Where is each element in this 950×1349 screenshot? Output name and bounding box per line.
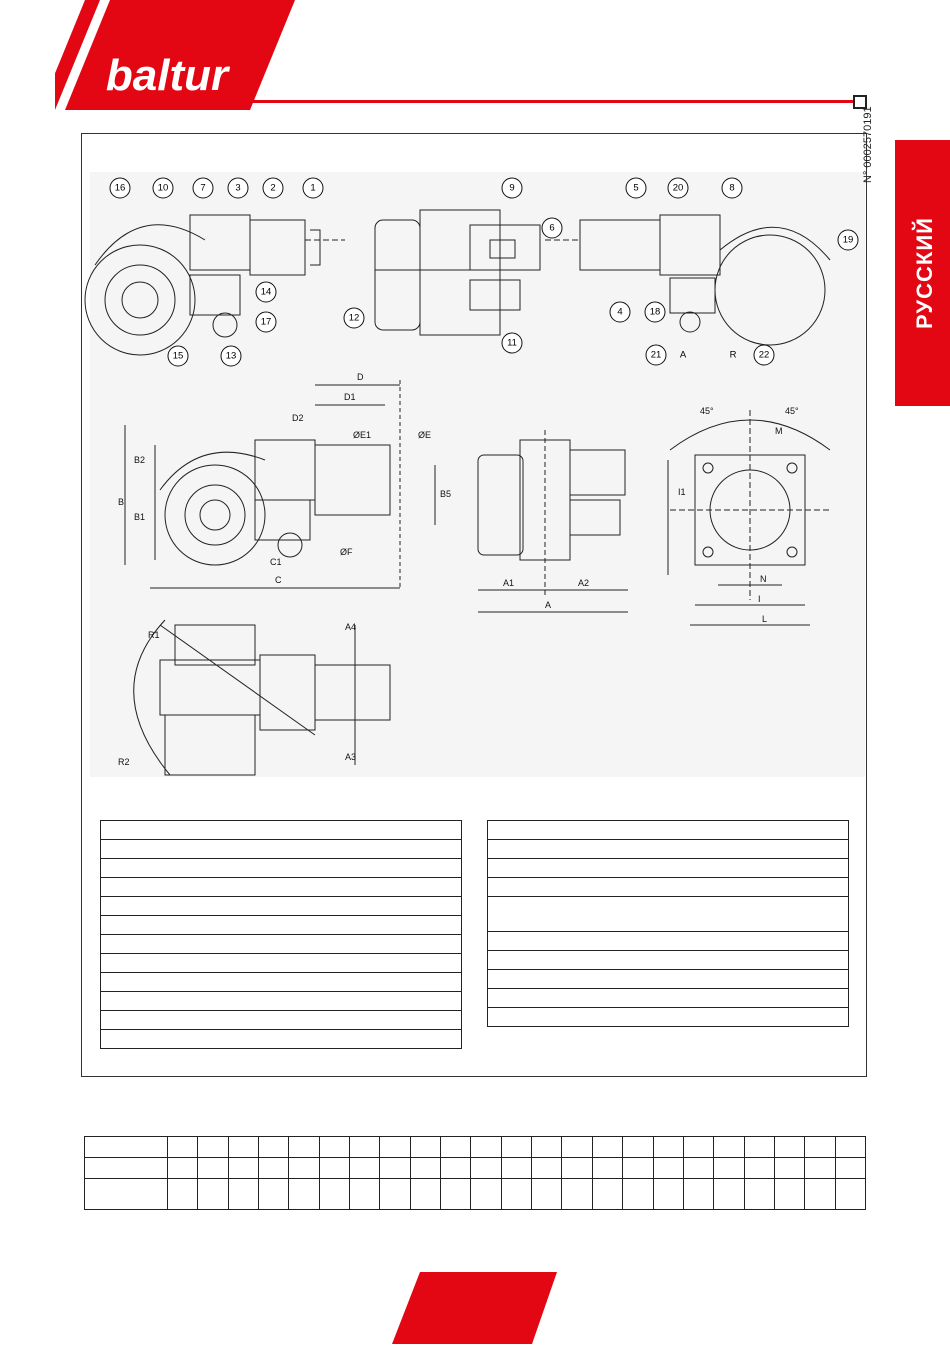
table-cell [101, 1011, 462, 1030]
table-cell [101, 992, 462, 1011]
letter-label-r: R [729, 349, 737, 361]
table-cell [289, 1137, 319, 1158]
dimension-label: I1 [678, 487, 686, 497]
dimension-label: M [775, 426, 783, 436]
table-row [101, 1030, 462, 1049]
table-cell [101, 973, 462, 992]
letter-label-a: A [679, 349, 687, 361]
table-row [101, 916, 462, 935]
dimension-label: B5 [440, 489, 452, 499]
table-cell [488, 821, 849, 840]
table-cell [714, 1137, 744, 1158]
table-cell [805, 1179, 835, 1210]
table-cell [168, 1158, 198, 1179]
table-cell [410, 1179, 440, 1210]
table-cell [653, 1179, 683, 1210]
svg-text:22: 22 [758, 349, 770, 361]
table-cell [380, 1179, 410, 1210]
callout-4 [610, 302, 630, 322]
table-cell [85, 1137, 168, 1158]
table-cell [488, 932, 849, 951]
table-cell [774, 1137, 804, 1158]
table-row [488, 821, 849, 840]
table-cell [228, 1158, 258, 1179]
page-tab [392, 1272, 557, 1344]
table-row [101, 973, 462, 992]
flange-template [668, 410, 830, 625]
table-cell [101, 821, 462, 840]
callout-21 [646, 345, 666, 365]
table-cell [774, 1179, 804, 1210]
dimension-label: D1 [344, 392, 356, 402]
table-cell [198, 1137, 228, 1158]
table-cell [228, 1179, 258, 1210]
table-cell [410, 1137, 440, 1158]
callout-2 [263, 178, 283, 198]
dimensions-table [84, 1136, 866, 1210]
table-row [488, 989, 849, 1008]
table-cell [101, 859, 462, 878]
table-row [101, 878, 462, 897]
table-cell [532, 1137, 562, 1158]
svg-text:6: 6 [549, 222, 555, 234]
burner-view-left [85, 215, 345, 355]
table-row [488, 878, 849, 897]
table-cell [101, 1030, 462, 1049]
svg-text:19: 19 [842, 234, 854, 246]
svg-text:17: 17 [260, 316, 272, 328]
table-cell [744, 1137, 774, 1158]
table-cell [683, 1158, 713, 1179]
svg-text:20: 20 [672, 182, 684, 194]
callout-8 [722, 178, 742, 198]
table-cell [441, 1179, 471, 1210]
table-row [488, 970, 849, 989]
svg-text:10: 10 [157, 182, 169, 194]
table-cell [683, 1137, 713, 1158]
table-cell [259, 1137, 289, 1158]
table-cell [623, 1158, 653, 1179]
dimension-label: A2 [578, 578, 590, 588]
table-row [101, 821, 462, 840]
dimension-label: B2 [134, 455, 146, 465]
table-cell [562, 1137, 592, 1158]
dimension-label: L [762, 614, 768, 624]
table-cell [501, 1137, 531, 1158]
svg-text:11: 11 [507, 337, 517, 349]
svg-text:2: 2 [270, 182, 276, 194]
table-cell [488, 859, 849, 878]
dimension-label: C1 [270, 557, 282, 567]
table-cell [488, 989, 849, 1008]
callout-7 [193, 178, 213, 198]
dimension-label: B [118, 497, 125, 507]
table-row [85, 1158, 866, 1179]
callout-14 [256, 282, 276, 302]
table-row [488, 897, 849, 932]
svg-text:4: 4 [617, 306, 623, 318]
table-cell [471, 1158, 501, 1179]
table-cell [623, 1137, 653, 1158]
table-cell [289, 1158, 319, 1179]
table-cell [488, 1008, 849, 1027]
callout-10 [153, 178, 173, 198]
callout-5 [626, 178, 646, 198]
table-cell [441, 1158, 471, 1179]
table-row [488, 859, 849, 878]
table-cell [101, 897, 462, 916]
language-tab-label: РУССКИЙ [912, 217, 937, 329]
table-row [488, 932, 849, 951]
table-cell [744, 1158, 774, 1179]
dimension-label: ØF [340, 547, 353, 557]
table-cell [319, 1179, 349, 1210]
table-cell [85, 1158, 168, 1179]
table-cell [592, 1158, 622, 1179]
table-cell [488, 970, 849, 989]
dimension-label: R2 [118, 757, 130, 767]
table-cell [653, 1137, 683, 1158]
dimension-label: ØE1 [353, 430, 372, 440]
dimension-label: A4 [345, 622, 357, 632]
dimension-label: D [357, 372, 364, 382]
burner-view-center [375, 210, 540, 335]
table-cell [471, 1137, 501, 1158]
document-number: N° 0002570191 [862, 106, 874, 183]
dimension-label: 45° [785, 406, 799, 416]
red-page-tab-icon [392, 1272, 557, 1344]
dimension-label: R1 [148, 630, 160, 640]
table-cell [380, 1158, 410, 1179]
callout-9 [502, 178, 522, 198]
callout-16 [110, 178, 130, 198]
dimension-label: ØE [418, 430, 432, 440]
callout-12 [344, 308, 364, 328]
table-row [101, 897, 462, 916]
table-cell [835, 1179, 865, 1210]
logo-text: baltur [105, 51, 229, 100]
callout-1 [303, 178, 323, 198]
table-cell [805, 1158, 835, 1179]
table-cell [805, 1137, 835, 1158]
table-cell [350, 1179, 380, 1210]
table-cell [168, 1179, 198, 1210]
table-cell [744, 1179, 774, 1210]
table-cell [835, 1158, 865, 1179]
table-row [101, 1011, 462, 1030]
svg-text:8: 8 [729, 182, 735, 194]
table-cell [101, 954, 462, 973]
callout-18 [645, 302, 665, 322]
table-row [101, 935, 462, 954]
table-cell [101, 935, 462, 954]
table-cell [714, 1158, 744, 1179]
table-cell [101, 878, 462, 897]
svg-text:7: 7 [200, 182, 206, 194]
table-cell [350, 1137, 380, 1158]
dimension-labels [118, 372, 799, 767]
svg-text:16: 16 [114, 182, 126, 194]
table-cell [488, 897, 849, 932]
table-row [101, 954, 462, 973]
table-cell [683, 1179, 713, 1210]
callout-13 [221, 346, 241, 366]
dimension-label: N [760, 574, 767, 584]
table-cell [410, 1158, 440, 1179]
table-cell [562, 1158, 592, 1179]
callouts [110, 178, 858, 366]
dimension-label: B1 [134, 512, 146, 522]
table-row [488, 951, 849, 970]
table-row [488, 1008, 849, 1027]
dimension-label: A3 [345, 752, 357, 762]
table-cell [101, 840, 462, 859]
table-cell [289, 1179, 319, 1210]
table-cell [835, 1137, 865, 1158]
table-cell [592, 1179, 622, 1210]
callout-20 [668, 178, 688, 198]
dimension-label: C [275, 575, 282, 585]
table-cell [532, 1158, 562, 1179]
dimension-label: 45° [700, 406, 714, 416]
svg-text:15: 15 [172, 350, 184, 362]
callout-17 [256, 312, 276, 332]
table-row [101, 840, 462, 859]
table-cell [350, 1158, 380, 1179]
table-cell [198, 1158, 228, 1179]
table-cell [488, 951, 849, 970]
table-cell [532, 1179, 562, 1210]
table-cell [198, 1179, 228, 1210]
callout-6 [542, 218, 562, 238]
table-cell [168, 1137, 198, 1158]
table-row [85, 1179, 866, 1210]
svg-text:1: 1 [310, 182, 316, 194]
table-cell [319, 1158, 349, 1179]
table-cell [101, 916, 462, 935]
left-parts-table [100, 820, 462, 1049]
table-cell [501, 1158, 531, 1179]
table-cell [259, 1179, 289, 1210]
table-cell [85, 1179, 168, 1210]
callout-22 [754, 345, 774, 365]
svg-text:13: 13 [225, 350, 237, 362]
table-cell [592, 1137, 622, 1158]
table-cell [319, 1137, 349, 1158]
table-cell [441, 1137, 471, 1158]
dimension-label: I [758, 594, 761, 604]
dimension-label: D2 [292, 413, 304, 423]
svg-text:9: 9 [509, 182, 515, 194]
table-cell [623, 1179, 653, 1210]
table-row [101, 992, 462, 1011]
svg-text:12: 12 [348, 312, 360, 324]
table-cell [380, 1137, 410, 1158]
table-row [85, 1137, 866, 1158]
right-parts-table [487, 820, 849, 1027]
dimension-label: A [545, 600, 552, 610]
table-cell [501, 1179, 531, 1210]
svg-text:21: 21 [650, 349, 662, 361]
table-cell [471, 1179, 501, 1210]
table-cell [488, 878, 849, 897]
table-cell [774, 1158, 804, 1179]
burner-view-right [545, 215, 830, 345]
table-cell [228, 1137, 258, 1158]
svg-text:5: 5 [633, 182, 639, 194]
svg-text:14: 14 [260, 286, 272, 298]
table-cell [259, 1158, 289, 1179]
table-row [488, 840, 849, 859]
svg-text:18: 18 [649, 306, 661, 318]
table-cell [714, 1179, 744, 1210]
table-cell [488, 840, 849, 859]
callout-11 [502, 333, 522, 353]
callout-19 [838, 230, 858, 250]
table-cell [562, 1179, 592, 1210]
callout-15 [168, 346, 188, 366]
dimension-label: A1 [503, 578, 515, 588]
table-row [101, 859, 462, 878]
table-cell [653, 1158, 683, 1179]
callout-3 [228, 178, 248, 198]
svg-text:3: 3 [235, 182, 241, 194]
burner-view-front [478, 430, 628, 612]
